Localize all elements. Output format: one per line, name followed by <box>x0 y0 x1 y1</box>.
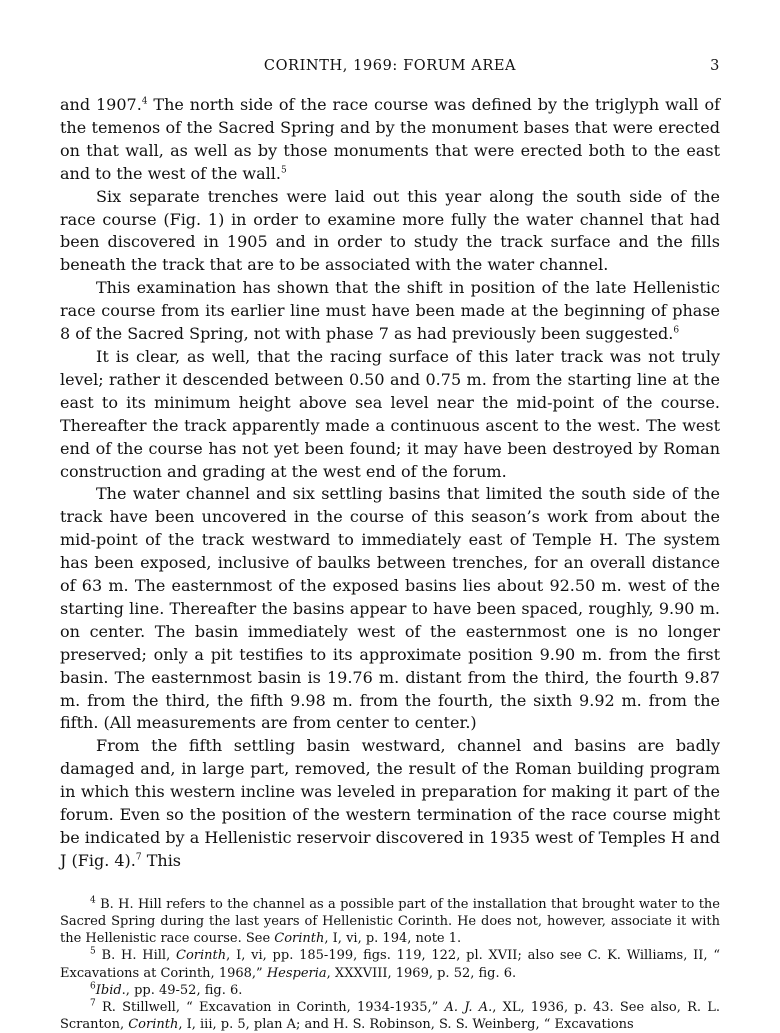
footnote-ref: 4 <box>141 96 148 107</box>
paragraph-text: and 1907. <box>60 95 142 114</box>
footnote-italic: Hesperia <box>266 965 327 981</box>
footnote-text: , XXXVIII, 1969, p. 52, fig. 6. <box>326 965 517 981</box>
paragraph-6 <box>60 735 720 872</box>
paragraph-text: From the fifth settling basin westward, channel and basins are badly damaged and, in large part, removed, the result of the Roman building program in which this western incline was leveled in preparation for making it part of the forum. Even so the position of the western termination of the race course might be indicated by a Hellenistic reservoir discovered in 1935 west of Temples H and J (Fig. 4). <box>60 736 720 870</box>
footnote-ref: 5 <box>280 165 287 176</box>
footnote-italic: Corinth <box>274 931 325 947</box>
paragraph-3 <box>60 277 720 346</box>
footnote-italic: Ibid <box>95 982 122 998</box>
footnote-text: ., pp. 49-52, fig. 6. <box>121 982 243 998</box>
footnote-ref: 7 <box>135 852 142 863</box>
footnote-text: , XL, 1936, p. 43. See also, R. L. Scranton, <box>60 1000 720 1033</box>
page <box>60 58 720 1033</box>
footnote-text: , I, vi, p. 194, note 1. <box>324 931 462 947</box>
paragraph-2: Six separate trenches were laid out this year along the south side of the race course (Fig. 1) in order to examine more fully the water channel that had been discovered in 1905 and in order to study the track surface and the fills beneath the track that are to be associated with the water channel. <box>60 186 720 275</box>
footnote-number: 4 <box>90 895 96 906</box>
paragraph-5: The water channel and six settling basins that limited the south side of the track have been uncovered in the course of this season’s work from about the mid-point of the track westward to immediately east of Temple H. The system has been exposed, inclusive of baulks between trenches, for an overall distance of 63 m. The easternmost of the exposed basins lies about 92.50 m. west of the starting line. Thereafter the basins appear to have been spaced, roughly, 9.90 m. on center. The basin immediately west of the easternmost one is no longer preserved; only a pit testifies to its approximate position 9.90 m. from the first basin. The easternmost basin is 19.76 m. distant from the third, the fourth 9.87 m. from the third, the fifth 9.98 m. from the fourth, the sixth 9.92 m. from the fifth. (All measurements are from center to center.) <box>60 484 720 733</box>
paragraph-1 <box>60 94 720 186</box>
footnote-italic: A. J. A. <box>444 1000 493 1016</box>
running-title: CORINTH, 1969: FORUM AREA <box>263 58 517 74</box>
running-head <box>60 58 720 80</box>
page-number: 3 <box>710 58 720 74</box>
footnote-italic: Corinth <box>128 1017 179 1033</box>
footnote-7 <box>60 999 720 1033</box>
footnote-4 <box>60 896 720 948</box>
footnotes <box>60 896 720 1033</box>
paragraph-text: This <box>141 850 182 870</box>
footnote-number: 5 <box>90 947 96 958</box>
footnote-number: 7 <box>90 998 96 1009</box>
footnote-text: R. Stillwell, “ Excavation in Corinth, 1934-1935,” <box>95 1000 445 1016</box>
footnote-text: B. H. Hill refers to the channel as a possible part of the installation that brought water to the Sacred Spring during the last years of Hellenistic Corinth. He does not, however, associate it with the Hellenistic race course. See <box>60 896 720 947</box>
footnote-text: B. H. Hill, <box>95 948 177 964</box>
footnote-text: , I, iii, p. 5, plan A; and H. S. Robinson, S. S. Weinberg, “ Excavations <box>178 1017 634 1033</box>
paragraph-text: The north side of the race course was defined by the triglyph wall of the temenos of the Sacred Spring and by the monument bases that were erected on that wall, as well as by those monuments that were erected both to the east and to the west of the wall. <box>60 95 720 183</box>
paragraph-text: This examination has shown that the shift in position of the late Hellenistic race course from its earlier line must have been made at the beginning of phase 8 of the Sacred Spring, not with phase 7 as had previously been suggested. <box>60 278 720 344</box>
footnote-6 <box>60 982 720 999</box>
footnote-5 <box>60 947 720 981</box>
footnote-italic: Corinth <box>176 948 227 964</box>
footnote-ref: 6 <box>673 325 680 336</box>
paragraph-4: It is clear, as well, that the racing surface of this later track was not truly level; rather it descended between 0.50 and 0.75 m. from the starting line at the east to its minimum height above sea level near the mid-point of the course. Thereafter the track apparently made a continuous ascent to the west. The west end of the course has not yet been found; it may have been destroyed by Roman construction and grading at the west end of the forum. <box>60 346 720 481</box>
footnote-text: , I, vi, pp. 185-199, figs. 119, 122, pl. XVII; also see C. K. Williams, II, “ Excavations at Corinth, 1968,” <box>60 948 720 981</box>
body-text <box>60 94 720 873</box>
footnote-number: 6 <box>90 981 96 992</box>
